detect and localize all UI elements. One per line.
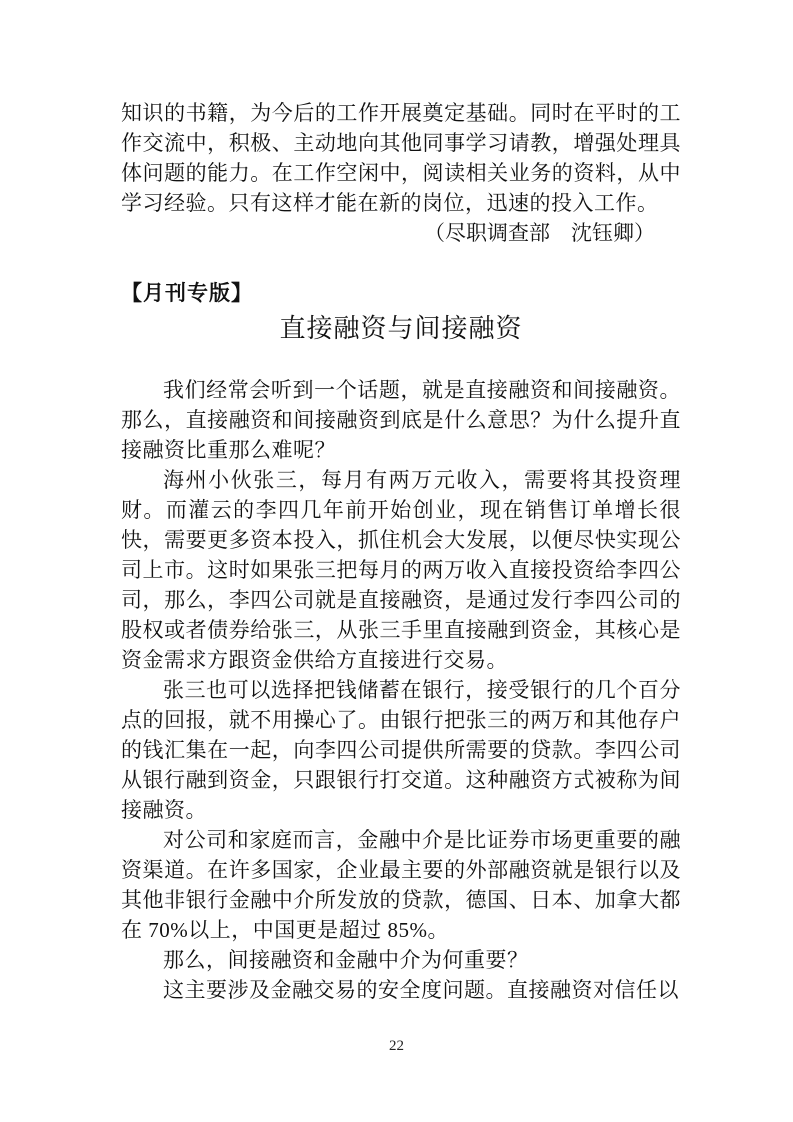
article-paragraph: 我们经常会听到一个话题，就是直接融资和间接融资。那么，直接融资和间接融资到底是什么意思？为什么提升直接融资比重那么难呢？: [121, 378, 681, 462]
page-content: [121, 98, 681, 1005]
article-paragraph: 对公司和家庭而言，金融中介是比证券市场更重要的融资渠道。在许多国家，企业最主要的外部融资就是银行以及其他非银行金融中介所发放的贷款，德国、日本、加拿大都在 70%以上，中国更是超过 85%。: [121, 828, 681, 942]
article-body: [121, 375, 681, 1005]
article-paragraph: 这主要涉及金融交易的安全度问题。直接融资对信任以: [163, 978, 679, 1002]
article-paragraph: 张三也可以选择把钱储蓄在银行，接受银行的几个百分点的回报，就不用操心了。由银行把张三的两万和其他存户的钱汇集在一起，向李四公司提供所需要的贷款。李四公司从银行融到资金，只跟银行打交道。这种融资方式被称为间接融资。: [121, 678, 681, 822]
article-paragraph: 那么，间接融资和金融中介为何重要？: [163, 948, 529, 972]
attribution-line: （尽职调查部 沈钰卿）: [424, 221, 655, 245]
page-number: 22: [389, 1038, 404, 1054]
intro-paragraph: 知识的书籍，为今后的工作开展奠定基础。同时在平时的工作交流中，积极、主动地向其他同事学习请教，增强处理具体问题的能力。在工作空闲中，阅读相关业务的资料，从中学习经验。只有这样才能在新的岗位，迅速的投入工作。: [121, 101, 681, 215]
article-title: 直接融资与间接融资: [279, 313, 523, 343]
article-paragraph: 海州小伙张三，每月有两万元收入，需要将其投资理财。而灌云的李四几年前开始创业，现在销售订单增长很快，需要更多资本投入，抓住机会大发展，以便尽快实现公司上市。这时如果张三把每月的两万收入直接投资给李四公司，那么，李四公司就是直接融资，是通过发行李四公司的股权或者债券给张三，从张三手里直接融到资金，其核心是资金需求方跟资金供给方直接进行交易。: [121, 468, 681, 672]
section-label: 【月刊专版】: [121, 281, 253, 305]
